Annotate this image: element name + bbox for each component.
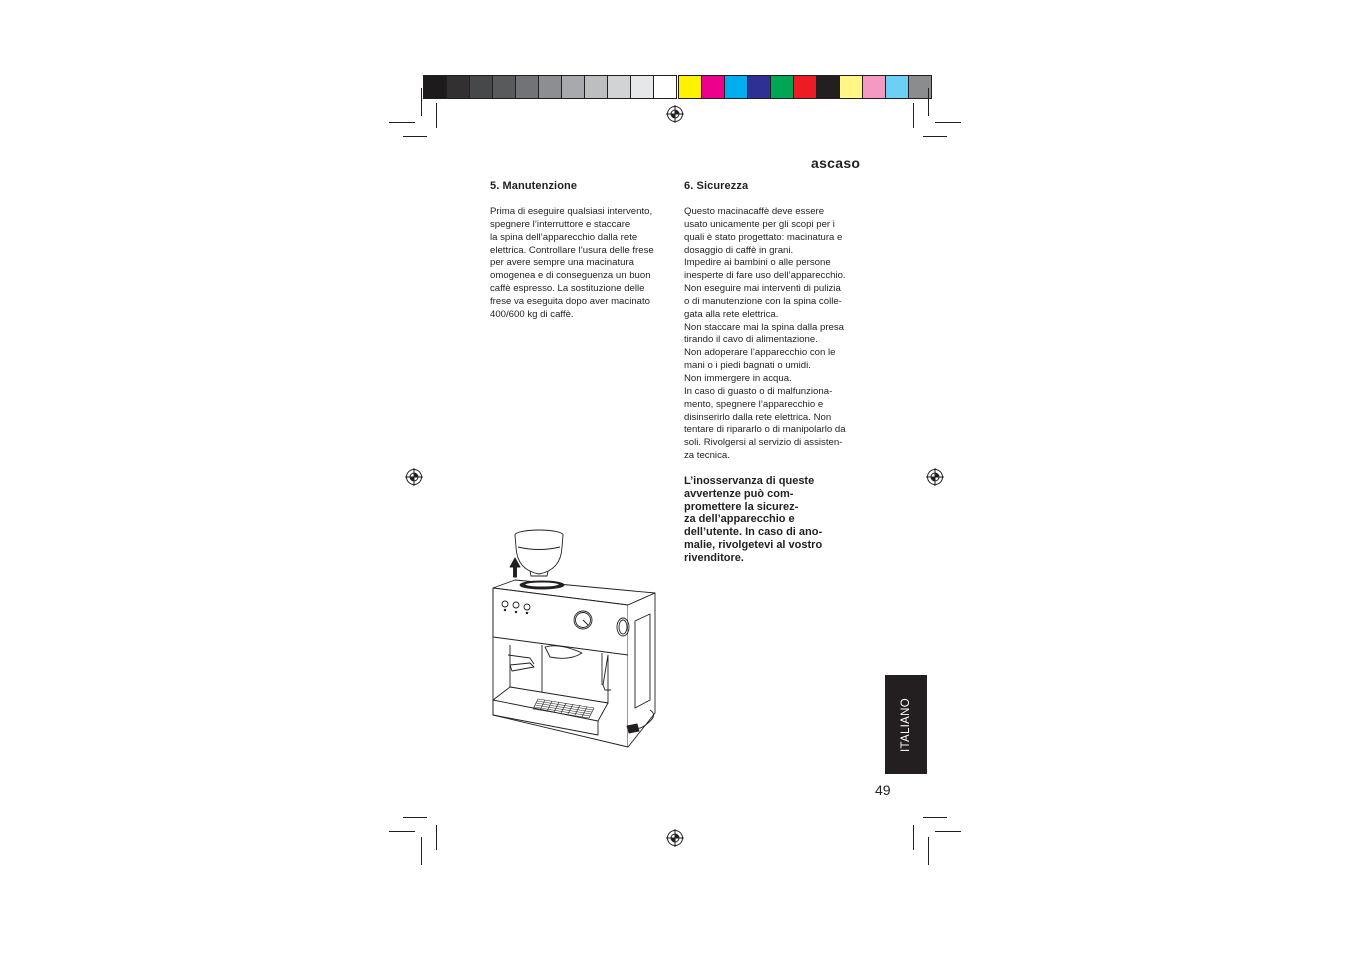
language-tab-label: ITALIANO [900,697,912,752]
crop-mark [935,122,961,123]
grayscale-bar [423,75,676,98]
color-swatch [607,75,631,99]
registration-mark-icon [666,829,684,847]
color-swatch [724,75,748,99]
color-swatch [653,75,677,99]
color-swatch [885,75,909,99]
color-swatch [862,75,886,99]
color-bar [678,75,931,98]
color-swatch [839,75,863,99]
registration-mark-icon [666,105,684,123]
crop-mark [421,88,422,116]
section-6-body: Questo macinacaffè deve essere usato unicamente per gli scopi per i quali è stato progettato: macinatura e dosaggio di caffè in grani. Impedire ai bambini o alle persone inesperte di fare uso dell’apparecchio. Non eseguire mai interventi di pulizia o di manutenzione con la spina colle- gata alla rete elettrica. Non staccare mai la spina dalla presa tirando il cavo di alimentazione. Non adoperare l’apparecchio con le mani o i piedi bagnati o umidi. Non immergere in acqua. In caso di guasto o di malfunziona- mento, spegnere l’apparecchio e disinserirlo dalla rete elettrica. Non tentare di ripararlo o di manipolarlo da soli. Rivolgersi al servizio di assisten- za tecnica. [684,206,846,462]
color-swatch [423,75,447,99]
color-swatch [584,75,608,99]
crop-mark [403,136,427,137]
color-swatch [515,75,539,99]
color-swatch [816,75,840,99]
crop-mark [389,122,415,123]
color-swatch [561,75,585,99]
page-number: 49 [875,782,891,798]
crop-mark [913,103,914,128]
section-6-title: 6. Sicurezza [684,180,749,192]
color-swatch [492,75,516,99]
language-tab [885,675,927,774]
color-swatch [630,75,654,99]
crop-mark [923,136,947,137]
color-swatch [678,75,702,99]
color-swatch [701,75,725,99]
registration-mark-icon [405,468,423,486]
crop-mark [913,825,914,850]
crop-mark [389,831,415,832]
color-swatch [770,75,794,99]
crop-mark [923,817,947,818]
crop-mark [436,103,437,128]
coffee-machine-illustration [490,525,665,753]
crop-mark [928,837,929,865]
crop-mark [436,825,437,850]
crop-mark [928,88,929,116]
crop-mark [403,817,427,818]
brand-logo: ascaso [811,155,861,171]
color-swatch [446,75,470,99]
registration-mark-icon [926,468,944,486]
section-5-title: 5. Manutenzione [490,180,578,192]
crop-mark [935,831,961,832]
section-5-body: Prima di eseguire qualsiasi intervento, spegnere l’interruttore e staccare la spina dell’apparecchio dalla rete elettrica. Controllare l’usura delle frese per avere sempre una macinatura omogenea e di conseguenza un buon caffè espresso. La sostituzione delle frese va eseguita dopo aver macinato 400/600 kg di caffè. [490,206,654,320]
safety-warning: L’inosservanza di queste avvertenze può com- promettere la sicurez- za dell’apparecchio e dell’utente. In caso di ano- malie, rivolgetevi al vostro rivenditore. [684,475,823,564]
color-swatch [469,75,493,99]
color-swatch [793,75,817,99]
color-swatch [538,75,562,99]
color-swatch [747,75,771,99]
crop-mark [421,837,422,865]
